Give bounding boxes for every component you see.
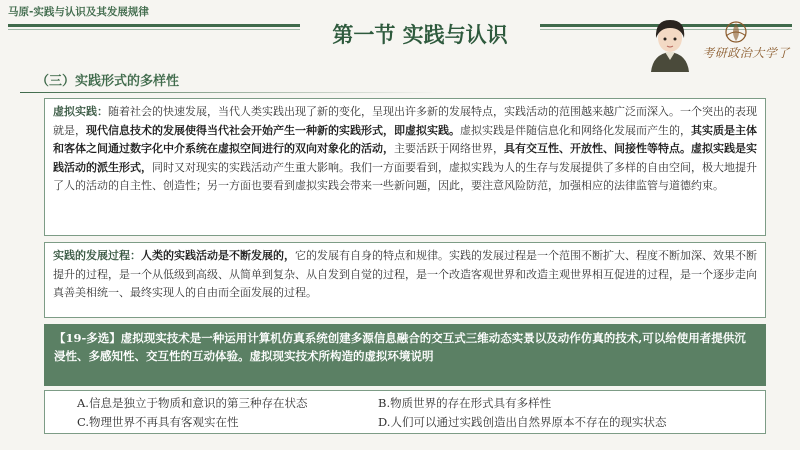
- sub-heading-rule: [20, 92, 440, 93]
- development-box: [44, 242, 766, 318]
- vp-text-4: 同时又对现实的实践活动产生重大影响。我们一方面要看到，虚拟实践为人的生存与发展提供了多样的自由空间，极大地提升了人的活动的自主性、创造性；另一方面也要看到虚拟实践会带来一些新问题，因此，要注意风险防范，加强相应的法律监管与道德约束。: [53, 160, 757, 192]
- course-label: 马原-实践与认识及其发展规律: [8, 6, 149, 18]
- virtual-practice-term: 虚拟实践：: [53, 105, 108, 118]
- vp-bold-1: 现代信息技术的发展使得当代社会开始产生一种新的实践形式，即虚拟实践。: [86, 123, 460, 137]
- brand-emblem-icon: [696, 18, 796, 46]
- option-b[interactable]: B.物质世界的存在形式具有多样性: [378, 396, 552, 410]
- options-box: [44, 390, 766, 434]
- option-a[interactable]: A.信息是独立于物质和意识的第三种存在状态: [77, 396, 308, 410]
- brand-text: 考研政治大学了: [702, 46, 790, 60]
- vp-text-2: 虚拟实践是伴随信息化和网络化发展而产生的，: [460, 123, 691, 137]
- development-term: 实践的发展过程：: [53, 249, 141, 262]
- vp-bold-2: 其实质是主体和客体之间通过数字化中介系统在虚拟空间进行的双向对象化的活动，: [53, 123, 757, 155]
- teacher-avatar: [645, 14, 695, 72]
- vp-text-3: 主要活跃于网络世界，: [394, 142, 504, 155]
- section-title: 第一节 实践与认识: [300, 20, 540, 50]
- sub-heading: （三）实践形式的多样性: [36, 74, 180, 89]
- dev-bold-1: 人类的实践活动是不断发展的，: [141, 249, 295, 262]
- option-c[interactable]: C.物理世界不再具有客观实在性: [77, 415, 239, 429]
- vp-text-1: 随着社会的快速发展，当代人类实践出现了新的变化，呈现出许多新的发展特点，实践活动的范围越来越广泛而深入。一个突出的表现就是，: [53, 105, 757, 137]
- virtual-practice-box: [44, 98, 766, 236]
- vp-bold-3: 具有交互性、开放性、间接性等特点。虚拟实践是实践活动的派生形式，: [53, 142, 757, 174]
- question-box: 【19-多选】虚拟现实技术是一种运用计算机仿真系统创建多源信息融合的交互式三维动态实景以及动作仿真的技术,可以给使用者提供沉浸性、多感知性、交互性的互动体验。虚拟现实技术所构造的虚拟环境说明: [44, 324, 766, 386]
- dev-text-1: 它的发展有自身的特点和规律。实践的发展过程是一个范围不断扩大、程度不断加深、效果不断提升的过程，是一个从低级到高级、从简单到复杂、从自发到自觉的过程，是一个改造客观世界和改造主观世界相互促进的过程，是一个逐步走向真善美相统一、最终实现人的自由而全面发展的过程。: [53, 249, 757, 299]
- brand-logo: [696, 18, 796, 68]
- option-d[interactable]: D.人们可以通过实践创造出自然界原本不存在的现实状态: [378, 415, 667, 429]
